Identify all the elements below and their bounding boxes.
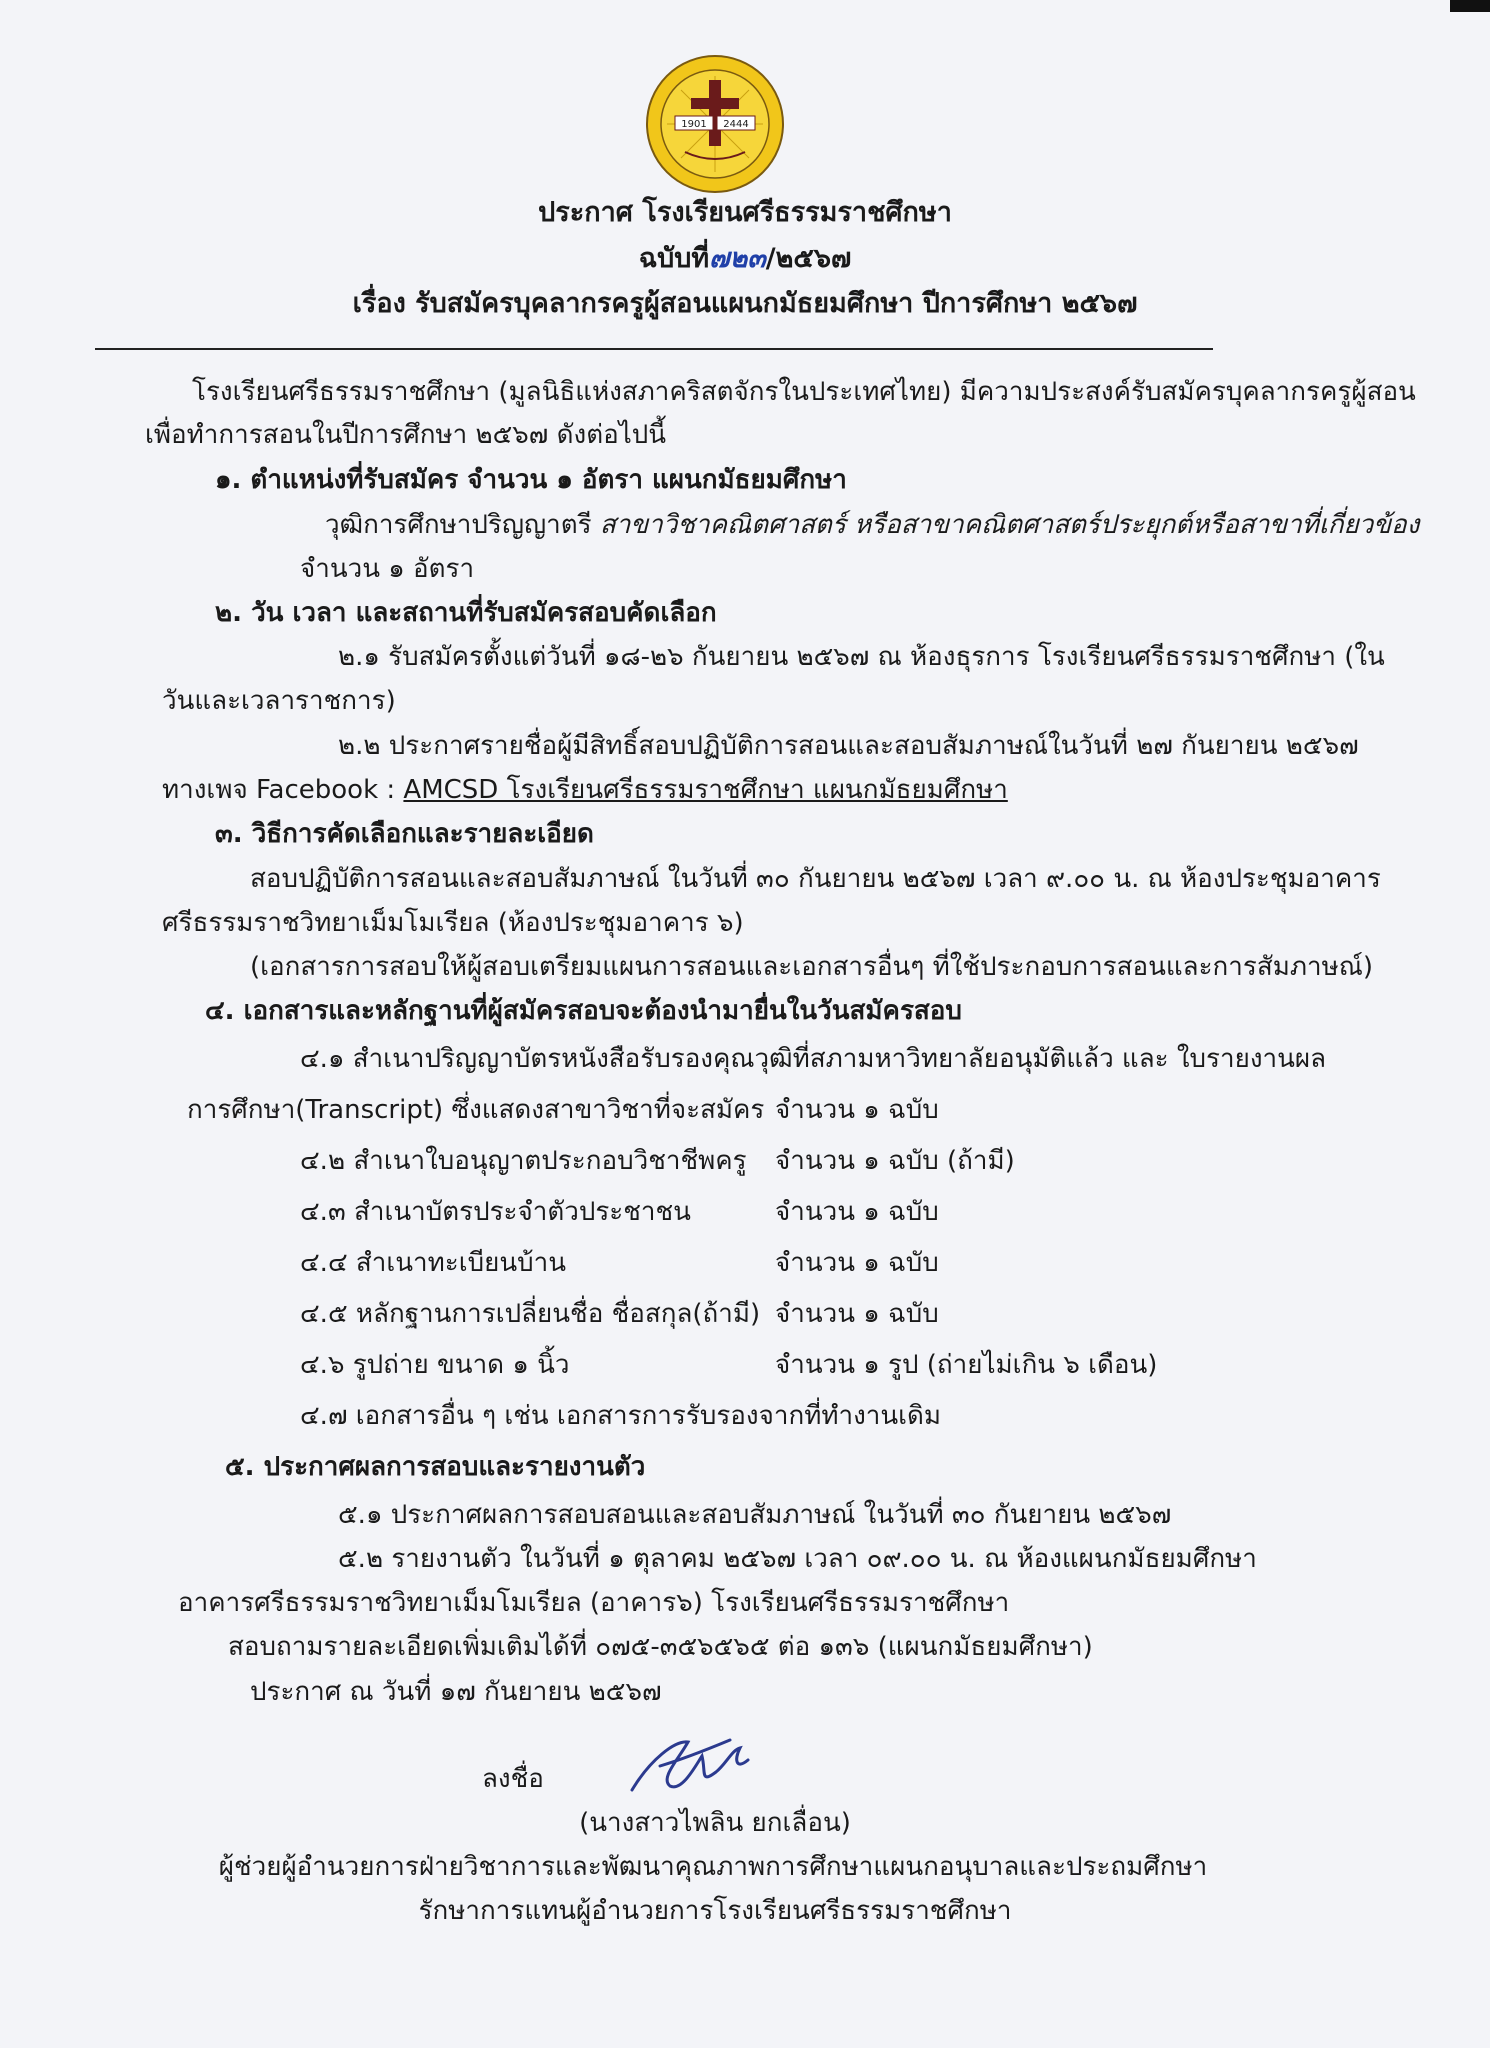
doc-item-4-7: ๔.๗ เอกสารอื่น ๆ เช่น เอกสารการรับรองจากที่ทำงานเดิม xyxy=(300,1401,942,1431)
section-2-title: ๒. วัน เวลา และสถานที่รับสมัครสอบคัดเลือก xyxy=(215,598,717,628)
doc-item-label: ๔.๖ รูปถ่าย ขนาด ๑ นิ้ว xyxy=(300,1350,570,1380)
doc-item-4-1-line-1: ๔.๑ สำเนาปริญญาบัตรหนังสือรับรองคุณวุฒิที่สภามหาวิทยาลัยอนุมัติแล้ว และ ใบรายงานผล xyxy=(300,1044,1327,1074)
number-handwritten: ๗๒๓ xyxy=(709,243,766,274)
section-5-title: ๕. ประกาศผลการสอบและรายงานตัว xyxy=(225,1452,646,1482)
section-3-line-3: (เอกสารการสอบให้ผู้สอบเตรียมแผนการสอนและเอกสารอื่นๆ ที่ใช้ประกอบการสอนและการสัมภาษณ์) xyxy=(250,952,1374,982)
facebook-prefix: ทางเพจ Facebook : xyxy=(162,775,404,805)
section-1-title: ๑. ตำแหน่งที่รับสมัคร จำนวน ๑ อัตรา แผนกมัธยมศึกษา xyxy=(215,465,847,495)
seal-year-left: 1901 xyxy=(681,119,707,130)
qualification-field: สาขาวิชาคณิตศาสตร์ หรือสาขาคณิตศาสตร์ประยุกต์หรือสาขาที่เกี่ยวข้อง xyxy=(599,510,1420,540)
section-5-2-line-2: อาคารศรีธรรมราชวิทยาเม็มโมเรียล (อาคาร๖) โรงเรียนศรีธรรมราชศึกษา xyxy=(178,1588,1010,1618)
announcement-date: ประกาศ ณ วันที่ ๑๗ กันยายน ๒๕๖๗ xyxy=(250,1677,662,1707)
header-divider xyxy=(95,348,1213,350)
section-5-1: ๕.๑ ประกาศผลการสอบสอนและสอบสัมภาษณ์ ในวันที่ ๓๐ กันยายน ๒๕๖๗ xyxy=(338,1500,1172,1530)
seal-year-right: 2444 xyxy=(723,119,749,130)
announcement-number xyxy=(0,242,1490,276)
section-2-2-line-2 xyxy=(162,773,1008,807)
section-5-2-line-1: ๕.๒ รายงานตัว ในวันที่ ๑ ตุลาคม ๒๕๖๗ เวลา ๐๙.๐๐ น. ณ ห้องแผนกมัธยมศึกษา xyxy=(338,1544,1257,1574)
contact-info: สอบถามรายละเอียดเพิ่มเติมได้ที่ ๐๗๕-๓๕๖๕๖๕ ต่อ ๑๓๖ (แผนกมัธยมศึกษา) xyxy=(228,1632,1093,1662)
school-seal-logo xyxy=(645,54,785,194)
section-2-2-line-1: ๒.๒ ประกาศรายชื่อผู้มีสิทธิ์สอบปฏิบัติการสอนและสอบสัมภาษณ์ในวันที่ ๒๗ กันยายน ๒๕๖๗ xyxy=(338,731,1359,761)
section-2-1-line-2: วันและเวลาราชการ) xyxy=(162,686,396,716)
doc-item-quantity: จำนวน ๑ รูป (ถ่ายไม่เกิน ๖ เดือน) xyxy=(775,1350,1158,1380)
signer-position-2: รักษาการแทนผู้อำนวยการโรงเรียนศรีธรรมราชศึกษา xyxy=(418,1896,1012,1926)
intro-line-2: เพื่อทำการสอนในปีการศึกษา ๒๕๖๗ ดังต่อไปนี้ xyxy=(145,420,667,450)
doc-item-4-1-line-2: การศึกษา(Transcript) ซึ่งแสดงสาขาวิชาที่จะสมัคร xyxy=(187,1095,765,1125)
facebook-page-link[interactable]: AMCSD โรงเรียนศรีธรรมราชศึกษา แผนกมัธยมศึกษา xyxy=(403,775,1008,805)
section-2-1-line-1: ๒.๑ รับสมัครตั้งแต่วันที่ ๑๘-๒๖ กันยายน ๒๕๖๗ ณ ห้องธุรการ โรงเรียนศรีธรรมราชศึกษา (ใน xyxy=(338,642,1385,672)
intro-line-1: โรงเรียนศรีธรรมราชศึกษา (มูลนิธิแห่งสภาคริสตจักรในประเทศไทย) มีความประสงค์รับสมัครบุคลากรครูผู้สอน xyxy=(192,377,1416,407)
scan-corner-mark xyxy=(1450,0,1490,12)
doc-item-quantity: จำนวน ๑ ฉบับ xyxy=(775,1248,939,1278)
doc-item-quantity: จำนวน ๑ ฉบับ (ถ้ามี) xyxy=(775,1146,1015,1176)
handwritten-signature xyxy=(620,1720,770,1810)
signer-position-1: ผู้ช่วยผู้อำนวยการฝ่ายวิชาการและพัฒนาคุณภาพการศึกษาแผนกอนุบาลและประถมศึกษา xyxy=(218,1852,1208,1882)
qualification-prefix: วุฒิการศึกษาปริญญาตรี xyxy=(325,510,600,540)
doc-item-quantity: จำนวน ๑ ฉบับ xyxy=(775,1197,939,1227)
section-3-line-1: สอบปฏิบัติการสอนและสอบสัมภาษณ์ ในวันที่ ๓๐ กันยายน ๒๕๖๗ เวลา ๙.๐๐ น. ณ ห้องประชุมอาคาร xyxy=(250,864,1381,894)
section-3-line-2: ศรีธรรมราชวิทยาเม็มโมเรียล (ห้องประชุมอาคาร ๖) xyxy=(162,908,744,938)
doc-item-quantity: จำนวน ๑ ฉบับ xyxy=(775,1299,939,1329)
announcement-title: ประกาศ โรงเรียนศรีธรรมราชศึกษา xyxy=(538,197,952,228)
doc-item-4-1-quantity: จำนวน ๑ ฉบับ xyxy=(775,1095,939,1125)
announcement-subject: เรื่อง รับสมัครบุคลากรครูผู้สอนแผนกมัธยมศึกษา ปีการศึกษา ๒๕๖๗ xyxy=(352,288,1138,319)
section-1-qualification xyxy=(325,508,1419,542)
number-prefix: ฉบับที่ xyxy=(638,243,710,274)
signature-label: ลงชื่อ xyxy=(482,1764,544,1794)
doc-item-label: ๔.๒ สำเนาใบอนุญาตประกอบวิชาชีพครู xyxy=(300,1146,747,1176)
number-suffix: /๒๕๖๗ xyxy=(765,243,852,274)
section-3-title: ๓. วิธีการคัดเลือกและรายละเอียด xyxy=(215,819,594,849)
signer-name: (นางสาวไพลิน ยกเลื่อน) xyxy=(579,1808,851,1838)
section-4-title: ๔. เอกสารและหลักฐานที่ผู้สมัครสอบจะต้องนำมายื่นในวันสมัครสอบ xyxy=(205,996,962,1026)
doc-item-label: ๔.๓ สำเนาบัตรประจำตัวประชาชน xyxy=(300,1197,691,1227)
doc-item-label: ๔.๔ สำเนาทะเบียนบ้าน xyxy=(300,1248,566,1278)
section-1-count: จำนวน ๑ อัตรา xyxy=(300,554,475,584)
doc-item-label: ๔.๕ หลักฐานการเปลี่ยนชื่อ ชื่อสกุล(ถ้ามี) xyxy=(300,1299,761,1329)
